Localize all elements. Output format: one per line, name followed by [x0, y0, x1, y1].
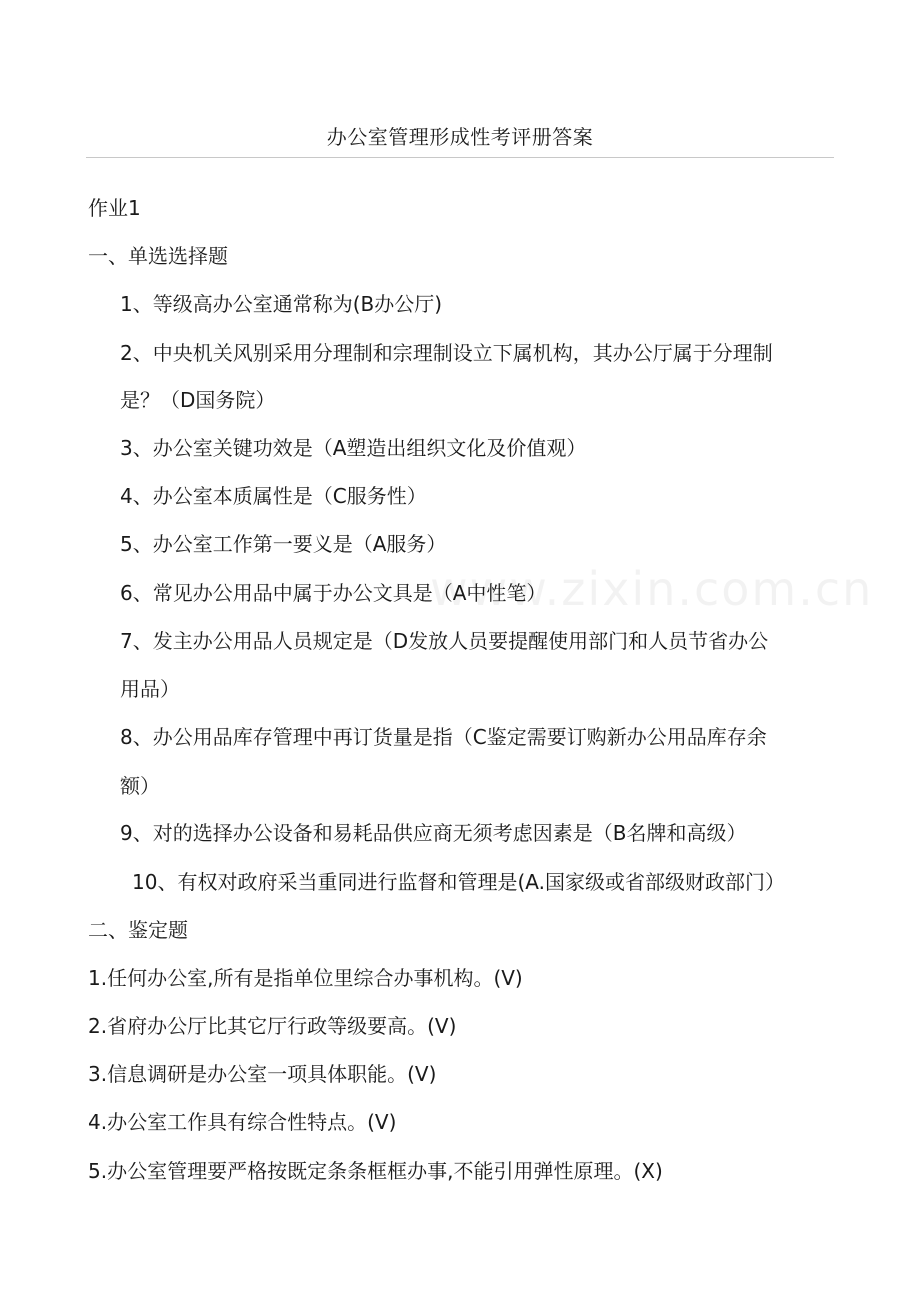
question-4: 4、办公室本质属性是（C服务性）	[120, 484, 427, 508]
question-7-continued: 用品）	[120, 677, 180, 701]
question-2-continued: 是？（D国务院）	[120, 388, 276, 412]
judgment-5: 5.办公室管理要严格按既定条条框框办事,不能引用弹性原理。(X)	[88, 1159, 663, 1183]
page-title: 办公室管理形成性考评册答案	[326, 125, 594, 149]
question-8-continued: 额）	[120, 774, 160, 798]
judgment-3: 3.信息调研是办公室一项具体职能。(V)	[88, 1062, 437, 1086]
question-8: 8、办公用品库存管理中再订货量是指（C鉴定需要订购新办公用品库存余	[120, 725, 767, 749]
question-9: 9、对的选择办公设备和易耗品供应商无须考虑因素是（B名牌和高级）	[120, 821, 747, 845]
question-3: 3、办公室关键功效是（A塑造出组织文化及价值观）	[120, 436, 587, 460]
question-5: 5、办公室工作第一要义是（A服务）	[120, 532, 447, 556]
section-heading-true-false: 二、鉴定题	[88, 918, 188, 942]
question-2: 2、中央机关风别采用分理制和宗理制设立下属机构，其办公厅属于分理制	[120, 341, 773, 365]
section-heading-single-choice: 一、单选选择题	[88, 244, 228, 268]
judgment-2: 2.省府办公厅比其它厅行政等级要高。(V)	[88, 1014, 457, 1038]
section-heading-assignment: 作业1	[88, 196, 141, 220]
judgment-1: 1.任何办公室,所有是指单位里综合办事机构。(V)	[88, 966, 523, 990]
watermark: www.zixin.com.cn	[430, 562, 874, 616]
question-6: 6、常见办公用品中属于办公文具是（A中性笔）	[120, 581, 547, 605]
question-10: 10、有权对政府采当重同进行监督和管理是(A.国家级或省部级财政部门）	[132, 870, 785, 894]
judgment-4: 4.办公室工作具有综合性特点。(V)	[88, 1110, 397, 1134]
question-7: 7、发主办公用品人员规定是（D发放人员要提醒使用部门和人员节省办公	[120, 629, 769, 653]
question-1: 1、等级高办公室通常称为(B办公厅)	[120, 292, 443, 316]
title-divider	[86, 157, 834, 158]
